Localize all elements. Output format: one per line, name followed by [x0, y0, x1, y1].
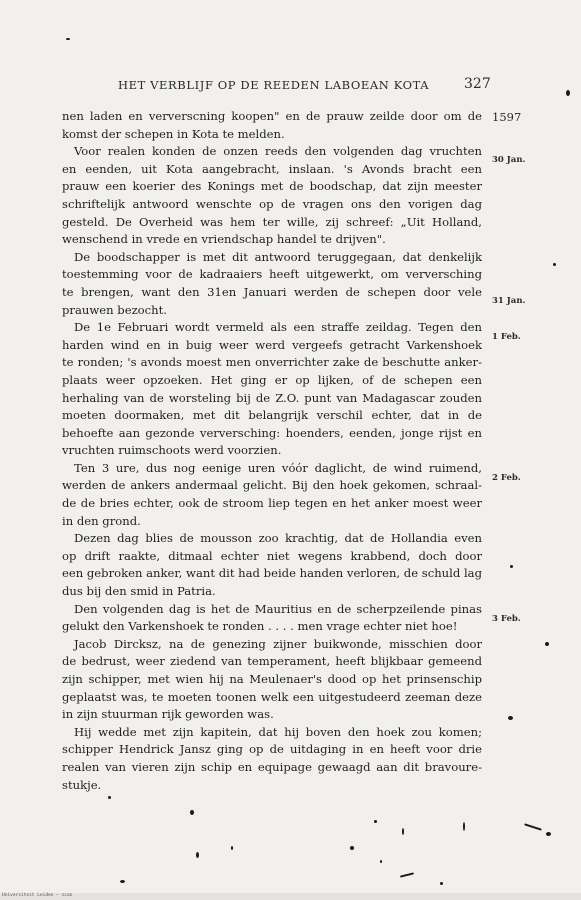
scan-footer	[0, 893, 581, 900]
page-number: 327	[464, 76, 491, 92]
margin-date: 1 Feb.	[492, 332, 521, 342]
text-line: Ten 3 ure, dus nog eenige uren vóór daglicht, de wind ruimend,	[74, 460, 482, 475]
dust-speck	[350, 846, 354, 850]
dust-speck	[120, 880, 125, 883]
margin-date: 31 Jan.	[492, 296, 526, 306]
text-line: en eenden, uit Kota aangebracht, inslaan. 's Avonds bracht een	[62, 161, 482, 176]
text-line: Voor realen konden de onzen reeds den volgenden dag vruchten	[74, 144, 482, 159]
scan-credit: Universiteit Leiden — scan	[2, 893, 73, 898]
dust-speck	[380, 860, 382, 863]
text-line: dus bij den smid in Patria.	[62, 584, 216, 599]
dust-speck	[553, 263, 556, 266]
text-line: harden wind en in buig weer werd vergeefs getracht Varkenshoek	[62, 337, 482, 352]
running-title: HET VERBLIJF OP DE REEDEN LABOEAN KOTA	[118, 78, 430, 92]
text-line: toestemming voor de kadraaiers heeft uitgewerkt, om verversching	[62, 267, 482, 282]
text-line: moeten doormaken, met dit belangrijk verschil echter, dat in de	[62, 408, 482, 423]
margin-date: 2 Feb.	[492, 473, 521, 483]
dust-speck	[231, 846, 233, 850]
dust-speck	[463, 822, 465, 831]
text-line: de bedrust, weer ziedend van temperament, heeft blijkbaar gemeend	[62, 654, 482, 669]
text-line: prauw een koerier des Konings met de boodschap, dat zijn meester	[62, 179, 482, 194]
dust-speck	[545, 642, 549, 646]
dust-speck	[524, 823, 542, 830]
dust-speck	[374, 820, 377, 823]
text-line: op drift raakte, ditmaal echter niet wegens krabbend, doch door	[62, 548, 482, 563]
text-line: schipper Hendrick Jansz ging op de uitdaging in en heeft voor drie	[62, 742, 482, 757]
text-line: een gebroken anker, want dit had beide handen verloren, de schuld lag	[62, 566, 482, 581]
text-line: wenschend in vrede en vriendschap handel te drijven".	[62, 232, 386, 247]
text-line: stukje.	[62, 777, 102, 792]
text-line: herhaling van de worsteling bij de Z.O. punt van Madagascar zouden	[62, 390, 482, 405]
text-line: de de bries echter, ook de stroom liep tegen en het anker moest weer	[62, 496, 482, 511]
text-line: prauwen bezocht.	[62, 302, 167, 317]
text-line: in zijn stuurman rijk geworden was.	[62, 707, 274, 722]
text-line: Dezen dag blies de mousson zoo krachtig, dat de Hollandia even	[74, 531, 482, 546]
text-line: behoefte aan gezonde verversching: hoenders, eenden, jonge rijst en	[62, 425, 482, 440]
dust-speck	[440, 882, 443, 885]
margin-year: 1597	[492, 110, 522, 124]
dust-speck	[108, 796, 111, 799]
text-line: nen laden en ververscning koopen" en de prauw zeilde door om de	[62, 109, 482, 123]
text-line: Jacob Dircksz, na de genezing zijner buikwonde, misschien door	[74, 636, 482, 651]
dust-speck	[400, 872, 414, 877]
text-line: plaats weer opzoeken. Het ging er op lijken, of de schepen een	[62, 372, 482, 387]
text-line: komst der schepen in Kota te melden.	[62, 126, 285, 141]
dust-speck	[566, 90, 570, 96]
text-line: vruchten ruimschoots werd voorzien.	[62, 443, 282, 458]
text-line: realen van vieren zijn schip en equipage gewaagd aan dit bravoure-	[62, 759, 482, 774]
text-line: schriftelijk antwoord wenschte op de vragen ons den vorigen dag	[62, 196, 482, 211]
text-line: in den grond.	[62, 513, 141, 528]
text-line: te brengen, want den 31en Januari werden de schepen door vele	[62, 284, 482, 299]
dust-speck	[402, 828, 404, 835]
dust-speck	[196, 852, 199, 858]
text-line: Hij wedde met zijn kapitein, dat hij boven den hoek zou komen;	[74, 724, 482, 739]
text-line: De boodschapper is met dit antwoord teruggegaan, dat denkelijk	[74, 249, 482, 264]
text-line: geplaatst was, te moeten toonen welk een uitgestudeerd zeeman deze	[62, 689, 482, 704]
text-line: De 1e Februari wordt vermeld als een straffe zeildag. Tegen den	[74, 320, 482, 335]
dust-speck	[546, 832, 551, 836]
text-line: werden de ankers andermaal gelicht. Bij den hoek gekomen, schraal-	[62, 478, 482, 493]
margin-date: 3 Feb.	[492, 614, 521, 624]
dust-speck	[66, 38, 70, 40]
body-text	[62, 108, 482, 794]
text-line: gelukt den Varkenshoek te ronden . . . . men vrage echter niet hoe!	[62, 619, 458, 634]
dust-speck	[508, 716, 513, 720]
text-line: Den volgenden dag is het de Mauritius en de scherpzeilende pinas	[74, 601, 482, 616]
text-line: gesteld. De Overheid was hem ter wille, zij schreef: „Uit Holland,	[62, 214, 482, 229]
dust-speck	[190, 810, 194, 815]
page-header	[0, 78, 581, 98]
margin-date: 30 Jan.	[492, 155, 526, 165]
text-line: zijn schipper, met wien hij na Meulenaer's dood op het prinsenschip	[62, 672, 482, 686]
dust-speck	[510, 565, 513, 568]
text-line: te ronden; 's avonds moest men onverrichter zake de beschutte anker-	[62, 355, 482, 370]
